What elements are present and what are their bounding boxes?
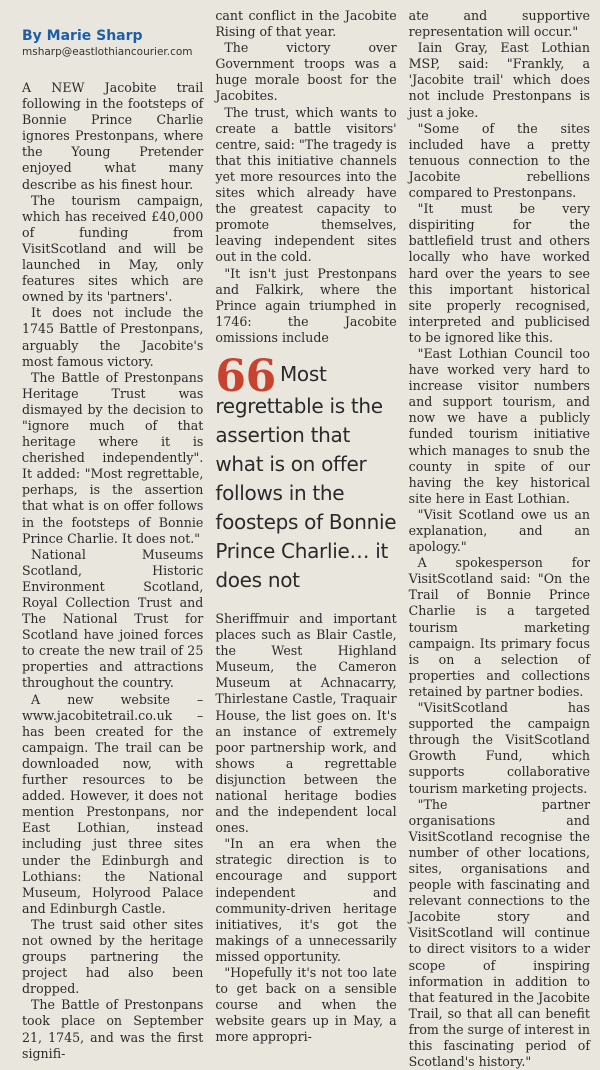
paragraph: "It isn't just Prestonpans and Falkirk, where the Prince again triumphed in 1746: the Jacobite omissions include <box>215 265 397 345</box>
paragraph: ate and supportive representation will occur." <box>408 8 590 40</box>
pull-quote <box>215 350 397 595</box>
column-1 <box>22 8 204 1061</box>
paragraph: cant conflict in the Jacobite Rising of that year. <box>215 8 397 40</box>
paragraph: "In an era when the strategic direction is to encourage and support independent and community-driven heritage initiatives, it's got the makings of a unnecessarily missed opportunity. <box>215 836 397 964</box>
paragraph: A NEW Jacobite trail following in the footsteps of Bonnie Prince Charlie ignores Prestonpans, where the Young Pretender enjoyed what many describe as his finest hour. <box>22 80 204 192</box>
paragraph: The tourism campaign, which has received £40,000 of funding from VisitScotland and will be launched in May, only features sites which are owned by its 'partners'. <box>22 192 204 305</box>
paragraph: "Hopefully it's not too late to get back on a sensible course and when the website gears up in May, a more appropri- <box>215 965 397 1045</box>
paragraph: The victory over Government troops was a huge morale boost for the Jacobites. <box>215 40 397 104</box>
paragraph: A spokesperson for VisitScotland said: "On the Trail of Bonnie Prince Charlie is a targeted tourism marketing campaign. Its primary focus is on a selection of properties and collections retained by partner bodies. <box>408 555 590 699</box>
byline-email: msharp@eastlothiancourier.com <box>22 46 193 58</box>
quote-mark-icon: 66 <box>215 350 276 402</box>
paragraph: "Visit Scotland owe us an explanation, and an apology." <box>408 506 590 555</box>
article-columns <box>22 8 590 1070</box>
paragraph: National Museums Scotland, Historic Environment Scotland, Royal Collection Trust and The National Trust for Scotland have joined forces to create the new trail of 25 properties and attractions throughout the country. <box>22 546 204 691</box>
paragraph: The trust, which wants to create a battle visitors' centre, said: "The tragedy is that this initiative channels yet more resources into the sites which already have the greatest capacity to promote themselves, leaving independent sites out in the cold. <box>215 104 397 265</box>
paragraph: "East Lothian Council too have worked very hard to increase visitor numbers and support tourism, and now we have a publicly funded tourism initiative which manages to snub the county in spite of our having the key historical site here in East Lothian. <box>408 345 590 506</box>
paragraph: Sheriffmuir and important places such as Blair Castle, the West Highland Museum, the Cameron Museum at Achnacarry, Thirlestane Castle, Traquair House, the list goes on. It's an instance of extremely poor partnership work, and shows a regrettable disjunction between the national heritage bodies and the independent local ones. <box>215 610 397 836</box>
paragraph: "VisitScotland has supported the campaign through the VisitScotland Growth Fund, which supports collaborative tourism marketing projects. <box>408 700 590 796</box>
column-3 <box>408 8 590 1070</box>
paragraph: The Battle of Prestonpans took place on September 21, 1745, and was the first signifi- <box>22 997 204 1061</box>
paragraph: The Battle of Prestonpans Heritage Trust was dismayed by the decision to "ignore much of that heritage where it is cherished independently". It added: "Most regrettable, perhaps, is the assertion that what is on offer follows in the footsteps of Bonnie Prince Charlie. It does not." <box>22 369 204 546</box>
paragraph: "The partner organisations and VisitScotland recognise the number of other locations, sites, organisations and people with fascinating and relevant connections to the Jacobite story and VisitScotland will continue to direct visitors to a wider scope of inspiring information in addition to that featured in the Jacobite Trail, so that all can benefit from the surge of interest in this fascinating period of Scotland's history." <box>408 796 590 1070</box>
paragraph: A new website – www.jacobitetrail.co.uk – has been created for the campaign. The trail can be downloaded now, with further resources to be added. However, it does not mention Prestonpans, nor East Lothian, instead including just three sites under the Edinburgh and Lothians: the National Museum, Holyrood Palace and Edinburgh Castle. <box>22 691 204 916</box>
pull-quote-text: Most regrettable is the assertion that what is on offer follows in the foosteps of Bonnie Prince Charlie… it does not <box>215 361 397 592</box>
paragraph: "It must be very dispiriting for the battlefield trust and others locally who have worked hard over the years to see this important historical site properly recognised, interpreted and publicised to be ignored like this. <box>408 201 590 345</box>
column-2 <box>215 8 397 1045</box>
paragraph: Iain Gray, East Lothian MSP, said: "Frankly, a 'Jacobite trail' which does not include Prestonpans is just a joke. <box>408 40 590 120</box>
paragraph: "Some of the sites included have a pretty tenuous connection to the Jacobite rebellions compared to Prestonpans. <box>408 120 590 201</box>
byline-author: By Marie Sharp <box>22 28 143 44</box>
paragraph: It does not include the 1745 Battle of Prestonpans, arguably the Jacobite's most famous victory. <box>22 305 204 369</box>
paragraph: The trust said other sites not owned by the heritage groups partnering the project had also been dropped. <box>22 916 204 997</box>
